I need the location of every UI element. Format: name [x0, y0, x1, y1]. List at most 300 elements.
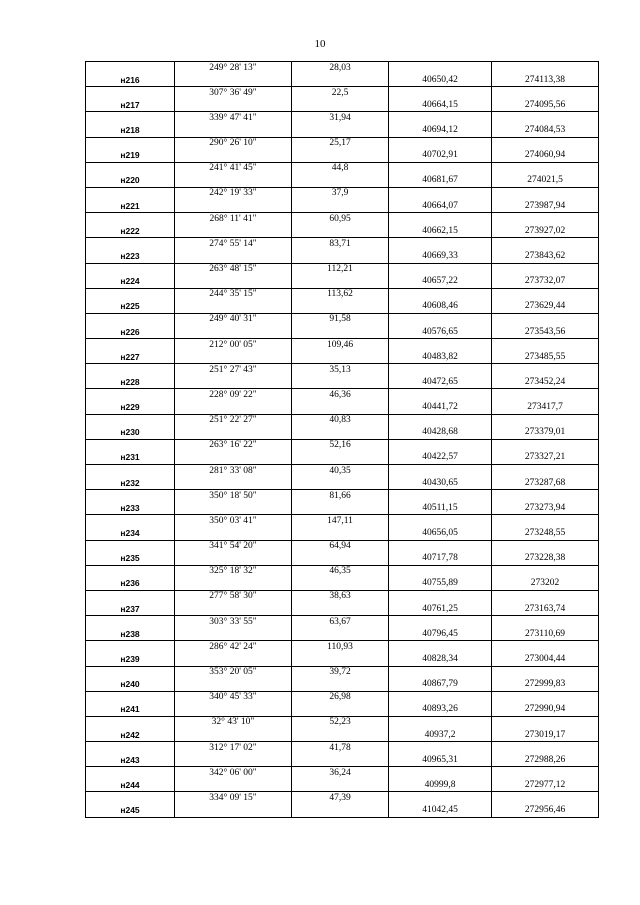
point-y: 273379,01 [492, 427, 599, 440]
empty-cell [175, 452, 292, 465]
point-name: н232 [86, 477, 175, 490]
segment-angle: 244° 35' 15" [175, 288, 292, 301]
empty-cell [389, 137, 492, 150]
empty-cell [175, 427, 292, 440]
empty-cell [292, 74, 389, 87]
point-row [86, 653, 599, 666]
point-name: н239 [86, 653, 175, 666]
empty-cell [389, 565, 492, 578]
empty-cell [86, 288, 175, 301]
point-x: 40999,8 [389, 779, 492, 792]
point-y: 273019,17 [492, 729, 599, 742]
point-x: 40937,2 [389, 729, 492, 742]
point-x: 40483,82 [389, 351, 492, 364]
segment-length: 36,24 [292, 767, 389, 780]
point-row [86, 578, 599, 591]
empty-cell [389, 414, 492, 427]
segment-row [86, 641, 599, 654]
empty-cell [492, 490, 599, 503]
point-x: 40422,57 [389, 452, 492, 465]
segment-length: 109,46 [292, 339, 389, 352]
empty-cell [389, 238, 492, 251]
empty-cell [492, 666, 599, 679]
empty-cell [389, 540, 492, 553]
empty-cell [292, 200, 389, 213]
empty-cell [292, 376, 389, 389]
point-row [86, 603, 599, 616]
segment-angle: 281° 33' 08" [175, 465, 292, 478]
point-y: 273004,44 [492, 653, 599, 666]
point-name: н244 [86, 779, 175, 792]
segment-row [86, 540, 599, 553]
point-row [86, 99, 599, 112]
segment-row [86, 742, 599, 755]
empty-cell [292, 578, 389, 591]
segment-length: 26,98 [292, 691, 389, 704]
segment-row [86, 666, 599, 679]
empty-cell [492, 112, 599, 125]
segment-length: 40,83 [292, 414, 389, 427]
segment-row [86, 792, 599, 805]
empty-cell [292, 502, 389, 515]
segment-row [86, 590, 599, 603]
empty-cell [175, 653, 292, 666]
segment-angle: 249° 28' 13" [175, 62, 292, 75]
empty-cell [389, 389, 492, 402]
point-y: 274113,38 [492, 74, 599, 87]
empty-cell [175, 376, 292, 389]
empty-cell [292, 779, 389, 792]
empty-cell [292, 754, 389, 767]
empty-cell [389, 742, 492, 755]
segment-row [86, 263, 599, 276]
empty-cell [292, 150, 389, 163]
point-name: н229 [86, 402, 175, 415]
point-x: 40796,45 [389, 628, 492, 641]
point-x: 40867,79 [389, 679, 492, 692]
point-name: н236 [86, 578, 175, 591]
segment-row [86, 339, 599, 352]
point-y: 273927,02 [492, 225, 599, 238]
point-name: н230 [86, 427, 175, 440]
point-x: 40430,65 [389, 477, 492, 490]
point-row [86, 225, 599, 238]
segment-length: 110,93 [292, 641, 389, 654]
empty-cell [86, 187, 175, 200]
empty-cell [86, 515, 175, 528]
point-x: 40717,78 [389, 553, 492, 566]
segment-length: 63,67 [292, 616, 389, 629]
empty-cell [175, 754, 292, 767]
segment-angle: 290° 26' 10" [175, 137, 292, 150]
segment-length: 41,78 [292, 742, 389, 755]
empty-cell [86, 238, 175, 251]
segment-angle: 268° 11' 41" [175, 213, 292, 226]
point-row [86, 200, 599, 213]
point-name: н243 [86, 754, 175, 767]
empty-cell [86, 540, 175, 553]
point-y: 274095,56 [492, 99, 599, 112]
point-row [86, 402, 599, 415]
empty-cell [492, 792, 599, 805]
empty-cell [492, 742, 599, 755]
segment-angle: 251° 27' 43" [175, 364, 292, 377]
empty-cell [175, 553, 292, 566]
empty-cell [175, 99, 292, 112]
empty-cell [86, 137, 175, 150]
point-name: н237 [86, 603, 175, 616]
point-row [86, 527, 599, 540]
segment-angle: 312° 17' 02" [175, 742, 292, 755]
point-y: 273110,69 [492, 628, 599, 641]
empty-cell [175, 502, 292, 515]
empty-cell [492, 238, 599, 251]
empty-cell [389, 187, 492, 200]
empty-cell [86, 616, 175, 629]
empty-cell [492, 691, 599, 704]
empty-cell [86, 490, 175, 503]
empty-cell [86, 112, 175, 125]
empty-cell [292, 225, 389, 238]
segment-length: 64,94 [292, 540, 389, 553]
point-row [86, 679, 599, 692]
empty-cell [175, 225, 292, 238]
point-x: 40669,33 [389, 250, 492, 263]
point-name: н227 [86, 351, 175, 364]
segment-row [86, 767, 599, 780]
empty-cell [389, 213, 492, 226]
point-y: 273452,24 [492, 376, 599, 389]
segment-row [86, 616, 599, 629]
segment-length: 35,13 [292, 364, 389, 377]
empty-cell [389, 112, 492, 125]
empty-cell [292, 729, 389, 742]
empty-cell [492, 263, 599, 276]
point-y: 274021,5 [492, 175, 599, 188]
point-row [86, 351, 599, 364]
segment-angle: 249° 40' 31" [175, 313, 292, 326]
point-name: н217 [86, 99, 175, 112]
empty-cell [389, 590, 492, 603]
empty-cell [175, 779, 292, 792]
point-y: 273273,94 [492, 502, 599, 515]
segment-length: 147,11 [292, 515, 389, 528]
empty-cell [389, 641, 492, 654]
empty-cell [492, 515, 599, 528]
empty-cell [175, 402, 292, 415]
point-name: н238 [86, 628, 175, 641]
empty-cell [292, 427, 389, 440]
empty-cell [86, 439, 175, 452]
empty-cell [292, 326, 389, 339]
empty-cell [175, 527, 292, 540]
point-x: 40965,31 [389, 754, 492, 767]
point-x: 40893,26 [389, 704, 492, 717]
segment-length: 112,21 [292, 263, 389, 276]
segment-angle: 334° 09' 15" [175, 792, 292, 805]
point-x: 40702,91 [389, 150, 492, 163]
point-name: н220 [86, 175, 175, 188]
empty-cell [492, 616, 599, 629]
point-y: 273629,44 [492, 301, 599, 314]
point-row [86, 452, 599, 465]
segment-length: 44,8 [292, 162, 389, 175]
empty-cell [492, 540, 599, 553]
empty-cell [492, 137, 599, 150]
empty-cell [492, 339, 599, 352]
segment-row [86, 691, 599, 704]
point-row [86, 502, 599, 515]
segment-length: 38,63 [292, 590, 389, 603]
point-name: н242 [86, 729, 175, 742]
empty-cell [492, 641, 599, 654]
empty-cell [389, 339, 492, 352]
segment-length: 40,35 [292, 465, 389, 478]
empty-cell [292, 527, 389, 540]
point-x: 40755,89 [389, 578, 492, 591]
empty-cell [292, 653, 389, 666]
empty-cell [389, 616, 492, 629]
empty-cell [292, 402, 389, 415]
segment-length: 81,66 [292, 490, 389, 503]
segment-angle: 340° 45' 33" [175, 691, 292, 704]
segment-angle: 32° 43' 10" [175, 716, 292, 729]
segment-angle: 251° 22' 27" [175, 414, 292, 427]
point-y: 273163,74 [492, 603, 599, 616]
empty-cell [86, 742, 175, 755]
point-x: 40664,07 [389, 200, 492, 213]
empty-cell [175, 326, 292, 339]
segment-length: 60,95 [292, 213, 389, 226]
segment-angle: 341° 54' 20" [175, 540, 292, 553]
empty-cell [389, 313, 492, 326]
empty-cell [86, 565, 175, 578]
empty-cell [86, 313, 175, 326]
empty-cell [292, 301, 389, 314]
empty-cell [175, 805, 292, 818]
segment-length: 113,62 [292, 288, 389, 301]
point-row [86, 553, 599, 566]
point-name: н233 [86, 502, 175, 515]
empty-cell [175, 74, 292, 87]
empty-cell [175, 704, 292, 717]
empty-cell [492, 364, 599, 377]
point-row [86, 729, 599, 742]
empty-cell [389, 364, 492, 377]
empty-cell [492, 288, 599, 301]
empty-cell [492, 414, 599, 427]
empty-cell [389, 767, 492, 780]
empty-cell [492, 716, 599, 729]
point-row [86, 326, 599, 339]
segment-row [86, 414, 599, 427]
point-x: 40656,05 [389, 527, 492, 540]
empty-cell [292, 603, 389, 616]
empty-cell [86, 364, 175, 377]
point-y: 273417,7 [492, 402, 599, 415]
empty-cell [389, 162, 492, 175]
point-x: 40662,15 [389, 225, 492, 238]
segment-angle: 263° 48' 15" [175, 263, 292, 276]
point-x: 40472,65 [389, 376, 492, 389]
segment-y-cell [492, 62, 599, 75]
segment-length: 46,36 [292, 389, 389, 402]
point-y: 273228,38 [492, 553, 599, 566]
point-row [86, 805, 599, 818]
point-y: 273287,68 [492, 477, 599, 490]
point-name: н221 [86, 200, 175, 213]
empty-cell [86, 339, 175, 352]
point-row [86, 276, 599, 289]
empty-cell [292, 452, 389, 465]
segment-length: 46,35 [292, 565, 389, 578]
empty-cell [292, 99, 389, 112]
point-row [86, 628, 599, 641]
point-name: н219 [86, 150, 175, 163]
empty-cell [175, 603, 292, 616]
empty-cell [492, 162, 599, 175]
empty-cell [389, 792, 492, 805]
point-row [86, 427, 599, 440]
segment-angle: 342° 06' 00" [175, 767, 292, 780]
segment-length: 52,23 [292, 716, 389, 729]
empty-cell [492, 213, 599, 226]
empty-cell [292, 175, 389, 188]
point-row [86, 477, 599, 490]
empty-cell [86, 716, 175, 729]
point-x: 40681,67 [389, 175, 492, 188]
empty-cell [292, 250, 389, 263]
empty-cell [86, 389, 175, 402]
segment-row [86, 137, 599, 150]
point-name: н234 [86, 527, 175, 540]
segment-row [86, 213, 599, 226]
empty-cell [86, 691, 175, 704]
empty-cell [292, 628, 389, 641]
segment-angle: 286° 42' 24" [175, 641, 292, 654]
point-name: н231 [86, 452, 175, 465]
segment-angle: 350° 03' 41" [175, 515, 292, 528]
empty-cell [175, 578, 292, 591]
empty-cell [389, 716, 492, 729]
segment-name-cell [86, 62, 175, 75]
empty-cell [175, 276, 292, 289]
empty-cell [292, 553, 389, 566]
point-x: 40428,68 [389, 427, 492, 440]
empty-cell [389, 515, 492, 528]
point-y: 274060,94 [492, 150, 599, 163]
point-y: 272977,12 [492, 779, 599, 792]
segment-row [86, 439, 599, 452]
point-y: 272988,26 [492, 754, 599, 767]
point-name: н222 [86, 225, 175, 238]
point-x: 40761,25 [389, 603, 492, 616]
segment-angle: 212° 00' 05" [175, 339, 292, 352]
empty-cell [389, 465, 492, 478]
empty-cell [389, 490, 492, 503]
segment-angle: 241° 41' 45" [175, 162, 292, 175]
segment-angle: 274° 55' 14" [175, 238, 292, 251]
empty-cell [86, 465, 175, 478]
point-name: н228 [86, 376, 175, 389]
segment-angle: 307° 36' 49" [175, 87, 292, 100]
segment-length: 28,03 [292, 62, 389, 75]
empty-cell [389, 263, 492, 276]
point-y: 273987,94 [492, 200, 599, 213]
point-row [86, 704, 599, 717]
segment-row [86, 112, 599, 125]
segment-row [86, 238, 599, 251]
point-x: 40608,46 [389, 301, 492, 314]
segment-angle: 277° 58' 30" [175, 590, 292, 603]
point-y: 274084,53 [492, 124, 599, 137]
point-y: 273202 [492, 578, 599, 591]
empty-cell [492, 590, 599, 603]
empty-cell [492, 565, 599, 578]
segment-row [86, 62, 599, 75]
point-y: 273543,56 [492, 326, 599, 339]
point-x: 40828,34 [389, 653, 492, 666]
empty-cell [492, 187, 599, 200]
point-name: н224 [86, 276, 175, 289]
segment-length: 31,94 [292, 112, 389, 125]
segment-angle: 325° 18' 32" [175, 565, 292, 578]
point-name: н223 [86, 250, 175, 263]
empty-cell [175, 729, 292, 742]
segment-row [86, 162, 599, 175]
point-row [86, 376, 599, 389]
segment-length: 22,5 [292, 87, 389, 100]
empty-cell [175, 679, 292, 692]
empty-cell [86, 414, 175, 427]
segment-angle: 350° 18' 50" [175, 490, 292, 503]
point-x: 40664,15 [389, 99, 492, 112]
segment-angle: 303° 33' 55" [175, 616, 292, 629]
point-row [86, 175, 599, 188]
empty-cell [492, 313, 599, 326]
segment-row [86, 389, 599, 402]
point-name: н226 [86, 326, 175, 339]
point-row [86, 754, 599, 767]
segment-row [86, 313, 599, 326]
empty-cell [175, 150, 292, 163]
empty-cell [492, 439, 599, 452]
point-x: 40576,65 [389, 326, 492, 339]
segment-angle: 353° 20' 05" [175, 666, 292, 679]
point-name: н216 [86, 74, 175, 87]
point-y: 273485,55 [492, 351, 599, 364]
empty-cell [175, 301, 292, 314]
empty-cell [292, 477, 389, 490]
point-x: 40511,15 [389, 502, 492, 515]
coordinates-table [85, 61, 599, 818]
segment-row [86, 716, 599, 729]
segment-angle: 242° 19' 33" [175, 187, 292, 200]
point-row [86, 779, 599, 792]
empty-cell [292, 704, 389, 717]
empty-cell [175, 477, 292, 490]
empty-cell [292, 805, 389, 818]
point-y: 272999,83 [492, 679, 599, 692]
segment-row [86, 87, 599, 100]
empty-cell [389, 439, 492, 452]
segment-angle: 263° 16' 22" [175, 439, 292, 452]
point-x: 40694,12 [389, 124, 492, 137]
point-row [86, 150, 599, 163]
segment-length: 37,9 [292, 187, 389, 200]
point-y: 273843,62 [492, 250, 599, 263]
empty-cell [292, 679, 389, 692]
